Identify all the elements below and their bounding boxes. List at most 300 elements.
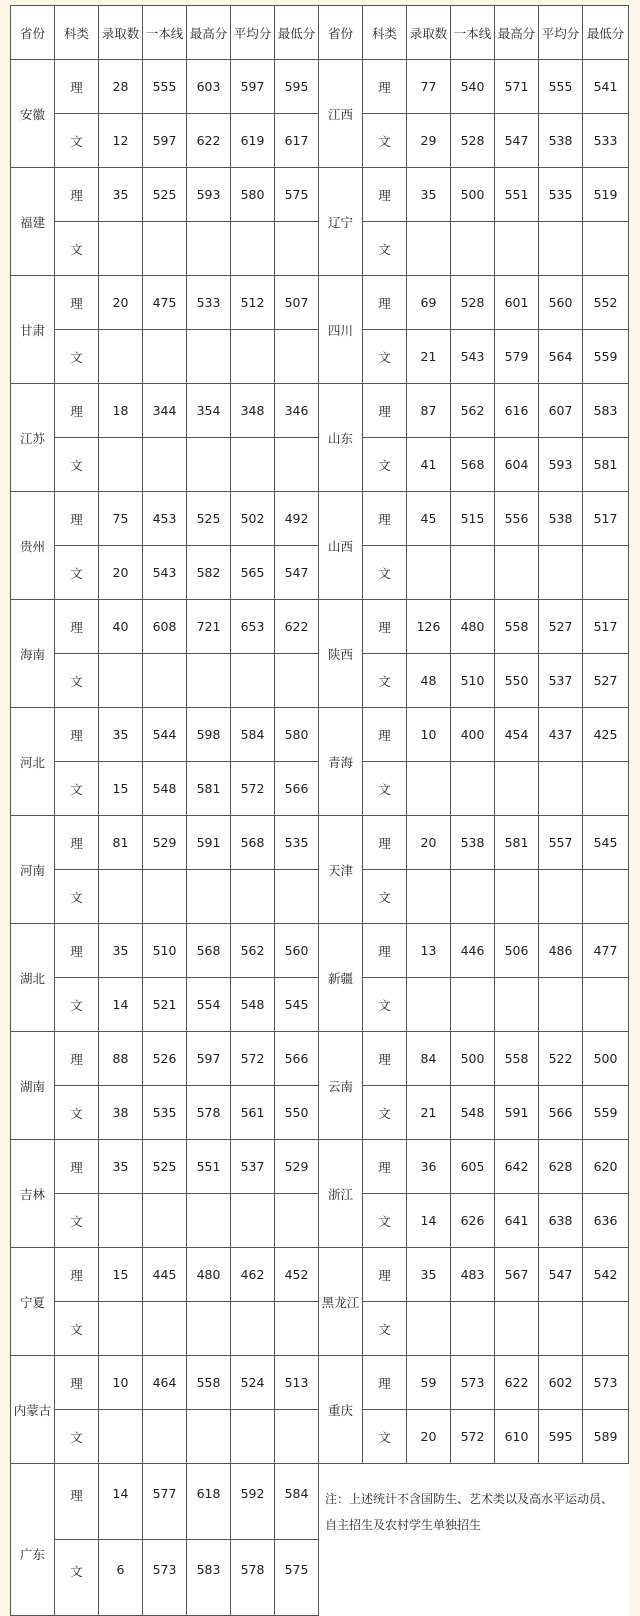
table-cell: 610 (495, 1410, 539, 1464)
table-cell: 597 (143, 114, 187, 168)
table-cell: 文 (55, 546, 99, 600)
table-cell: 10 (99, 1356, 143, 1410)
table-cell (583, 546, 629, 600)
table-cell: 理 (55, 276, 99, 330)
table-cell: 517 (583, 600, 629, 654)
table-cell: 35 (407, 168, 451, 222)
table-cell: 理 (363, 1140, 407, 1194)
table-cell: 622 (187, 114, 231, 168)
table-row (11, 1248, 629, 1302)
table-cell: 文 (363, 1410, 407, 1464)
table-cell: 35 (99, 168, 143, 222)
table-cell: 557 (539, 816, 583, 870)
table-cell: 446 (451, 924, 495, 978)
table-cell: 604 (495, 438, 539, 492)
province-cell: 安徽 (11, 60, 55, 168)
table-cell: 566 (275, 762, 319, 816)
table-cell: 506 (495, 924, 539, 978)
table-row (11, 276, 629, 330)
table-cell: 文 (363, 438, 407, 492)
table-cell: 528 (451, 276, 495, 330)
table-cell: 483 (451, 1248, 495, 1302)
province-cell: 黑龙江 (319, 1248, 363, 1356)
table-cell: 581 (583, 438, 629, 492)
table-cell: 437 (539, 708, 583, 762)
table-cell: 581 (187, 762, 231, 816)
table-cell: 589 (583, 1410, 629, 1464)
province-cell: 天津 (319, 816, 363, 924)
table-cell: 354 (187, 384, 231, 438)
table-cell (275, 1194, 319, 1248)
table-cell: 理 (55, 1248, 99, 1302)
column-header: 最高分 (187, 6, 231, 60)
table-cell: 理 (55, 600, 99, 654)
table-cell (143, 870, 187, 924)
table-cell: 文 (363, 1302, 407, 1356)
column-header: 一本线 (143, 6, 187, 60)
table-cell: 21 (407, 1086, 451, 1140)
table-cell: 12 (99, 114, 143, 168)
table-cell (99, 438, 143, 492)
table-cell: 642 (495, 1140, 539, 1194)
table-cell: 理 (363, 924, 407, 978)
table-cell: 464 (143, 1356, 187, 1410)
table-cell: 556 (495, 492, 539, 546)
column-header: 省份 (319, 6, 363, 60)
table-cell: 562 (231, 924, 275, 978)
table-cell: 560 (539, 276, 583, 330)
table-cell: 理 (55, 168, 99, 222)
province-cell: 海南 (11, 600, 55, 708)
table-cell: 35 (99, 1140, 143, 1194)
table-row (11, 384, 629, 438)
table-cell: 512 (231, 276, 275, 330)
table-cell: 605 (451, 1140, 495, 1194)
table-cell: 理 (363, 708, 407, 762)
province-cell: 宁夏 (11, 1248, 55, 1356)
table-row (11, 600, 629, 654)
table-cell: 603 (187, 60, 231, 114)
table-row (11, 168, 629, 222)
table-cell: 475 (143, 276, 187, 330)
province-cell: 河北 (11, 708, 55, 816)
province-cell: 吉林 (11, 1140, 55, 1248)
table-cell: 36 (407, 1140, 451, 1194)
table-cell: 88 (99, 1032, 143, 1086)
table-cell (99, 654, 143, 708)
table-cell (231, 330, 275, 384)
table-cell (495, 546, 539, 600)
table-cell: 521 (143, 978, 187, 1032)
table-cell: 538 (451, 816, 495, 870)
table-cell (407, 978, 451, 1032)
province-cell: 江西 (319, 60, 363, 168)
table-cell: 517 (583, 492, 629, 546)
table-cell: 525 (143, 168, 187, 222)
table-cell: 48 (407, 654, 451, 708)
table-cell (99, 870, 143, 924)
table-cell: 理 (55, 924, 99, 978)
table-cell: 理 (363, 816, 407, 870)
table-row (11, 60, 629, 114)
table-cell (99, 1410, 143, 1464)
table-cell: 492 (275, 492, 319, 546)
table-cell: 45 (407, 492, 451, 546)
table-cell: 文 (363, 654, 407, 708)
table-cell: 75 (99, 492, 143, 546)
table-cell (583, 762, 629, 816)
table-cell: 619 (231, 114, 275, 168)
table-cell: 425 (583, 708, 629, 762)
table-cell: 566 (275, 1032, 319, 1086)
table-cell: 620 (583, 1140, 629, 1194)
table-cell: 591 (495, 1086, 539, 1140)
table-cell: 理 (363, 1248, 407, 1302)
table-cell: 20 (407, 816, 451, 870)
table-cell: 582 (187, 546, 231, 600)
table-cell (231, 654, 275, 708)
table-cell: 592 (231, 1464, 275, 1540)
table-cell (143, 438, 187, 492)
table-cell: 文 (363, 870, 407, 924)
table-cell (187, 870, 231, 924)
table-cell: 文 (363, 114, 407, 168)
table-cell: 理 (363, 276, 407, 330)
table-cell: 文 (363, 222, 407, 276)
table-cell: 568 (451, 438, 495, 492)
table-cell: 14 (99, 1464, 143, 1540)
table-cell: 文 (363, 1086, 407, 1140)
table-cell: 500 (451, 1032, 495, 1086)
table-cell: 462 (231, 1248, 275, 1302)
table-cell: 591 (187, 816, 231, 870)
table-cell (231, 1302, 275, 1356)
table-cell: 537 (539, 654, 583, 708)
table-cell: 524 (231, 1356, 275, 1410)
table-cell: 572 (231, 1032, 275, 1086)
table-cell: 543 (451, 330, 495, 384)
column-header: 最低分 (583, 6, 629, 60)
table-cell: 575 (275, 168, 319, 222)
column-header: 科类 (363, 6, 407, 60)
table-cell: 533 (583, 114, 629, 168)
province-cell: 山东 (319, 384, 363, 492)
header-row (11, 6, 629, 60)
table-cell: 507 (275, 276, 319, 330)
province-cell: 重庆 (319, 1356, 363, 1464)
table-cell (451, 222, 495, 276)
table-cell: 626 (451, 1194, 495, 1248)
table-cell: 20 (99, 546, 143, 600)
table-cell: 453 (143, 492, 187, 546)
table-cell: 文 (55, 978, 99, 1032)
table-cell: 理 (55, 1464, 99, 1540)
table-cell: 535 (275, 816, 319, 870)
table-cell (583, 1302, 629, 1356)
table-cell: 文 (55, 1302, 99, 1356)
table-cell: 14 (407, 1194, 451, 1248)
table-cell (495, 762, 539, 816)
table-cell: 522 (539, 1032, 583, 1086)
table-cell: 理 (363, 60, 407, 114)
table-cell: 6 (99, 1540, 143, 1616)
table-cell (187, 438, 231, 492)
table-cell: 20 (99, 276, 143, 330)
table-cell: 文 (55, 1194, 99, 1248)
table-cell: 18 (99, 384, 143, 438)
table-cell: 525 (143, 1140, 187, 1194)
table-cell (143, 330, 187, 384)
table-cell: 560 (275, 924, 319, 978)
table-cell: 601 (495, 276, 539, 330)
table-cell: 文 (363, 762, 407, 816)
table-cell: 545 (583, 816, 629, 870)
table-row (11, 924, 629, 978)
table-row (11, 1464, 629, 1540)
table-cell: 565 (231, 546, 275, 600)
table-cell (275, 330, 319, 384)
table-cell: 593 (187, 168, 231, 222)
table-cell: 572 (231, 762, 275, 816)
table-cell: 502 (231, 492, 275, 546)
table-cell: 564 (539, 330, 583, 384)
table-cell: 480 (187, 1248, 231, 1302)
province-cell: 湖南 (11, 1032, 55, 1140)
table-cell: 547 (539, 1248, 583, 1302)
table-cell: 525 (187, 492, 231, 546)
province-cell: 福建 (11, 168, 55, 276)
table-cell: 572 (451, 1410, 495, 1464)
column-header: 省份 (11, 6, 55, 60)
table-row (11, 816, 629, 870)
table-cell (99, 1194, 143, 1248)
table-cell: 571 (495, 60, 539, 114)
table-cell: 59 (407, 1356, 451, 1410)
table-cell: 568 (187, 924, 231, 978)
table-cell: 文 (55, 1086, 99, 1140)
table-cell: 513 (275, 1356, 319, 1410)
table-cell: 550 (495, 654, 539, 708)
table-cell (451, 870, 495, 924)
table-cell (539, 978, 583, 1032)
table-cell: 529 (143, 816, 187, 870)
table-cell (275, 870, 319, 924)
table-cell: 理 (55, 492, 99, 546)
table-cell: 文 (55, 1410, 99, 1464)
table-cell: 480 (451, 600, 495, 654)
table-cell (407, 870, 451, 924)
table-cell: 595 (275, 60, 319, 114)
table-cell: 理 (363, 168, 407, 222)
table-cell: 126 (407, 600, 451, 654)
table-cell: 文 (55, 438, 99, 492)
table-cell: 454 (495, 708, 539, 762)
table-cell: 638 (539, 1194, 583, 1248)
table-cell: 617 (275, 114, 319, 168)
table-cell: 577 (143, 1464, 187, 1540)
province-cell: 新疆 (319, 924, 363, 1032)
table-cell: 583 (187, 1540, 231, 1616)
table-cell (231, 870, 275, 924)
table-cell: 580 (275, 708, 319, 762)
table-cell: 616 (495, 384, 539, 438)
table-cell: 文 (55, 654, 99, 708)
table-cell: 538 (539, 114, 583, 168)
table-cell: 28 (99, 60, 143, 114)
table-cell: 551 (187, 1140, 231, 1194)
table-cell (407, 1302, 451, 1356)
table-cell (539, 762, 583, 816)
table-cell: 607 (539, 384, 583, 438)
column-header: 录取数 (407, 6, 451, 60)
province-cell: 辽宁 (319, 168, 363, 276)
table-cell: 540 (451, 60, 495, 114)
table-cell: 346 (275, 384, 319, 438)
table-cell: 641 (495, 1194, 539, 1248)
table-cell (187, 1410, 231, 1464)
table-cell: 559 (583, 330, 629, 384)
table-cell: 77 (407, 60, 451, 114)
table-cell: 573 (143, 1540, 187, 1616)
table-cell: 537 (231, 1140, 275, 1194)
table-cell (187, 330, 231, 384)
table-cell: 344 (143, 384, 187, 438)
table-cell (495, 978, 539, 1032)
table-cell: 文 (55, 1540, 99, 1616)
table-cell: 理 (55, 1356, 99, 1410)
table-cell: 622 (275, 600, 319, 654)
table-cell (187, 1194, 231, 1248)
province-cell: 湖北 (11, 924, 55, 1032)
table-cell: 543 (143, 546, 187, 600)
table-cell: 636 (583, 1194, 629, 1248)
table-cell: 559 (583, 1086, 629, 1140)
table-cell: 550 (275, 1086, 319, 1140)
table-cell: 573 (451, 1356, 495, 1410)
table-cell: 29 (407, 114, 451, 168)
column-header: 一本线 (451, 6, 495, 60)
table-cell: 562 (451, 384, 495, 438)
table-cell: 452 (275, 1248, 319, 1302)
table-cell: 544 (143, 708, 187, 762)
table-cell: 554 (187, 978, 231, 1032)
table-cell: 87 (407, 384, 451, 438)
table-cell: 558 (187, 1356, 231, 1410)
table-cell (451, 978, 495, 1032)
table-cell (583, 978, 629, 1032)
table-cell: 527 (583, 654, 629, 708)
table-cell (539, 222, 583, 276)
table-cell: 597 (187, 1032, 231, 1086)
table-cell: 535 (143, 1086, 187, 1140)
table-cell: 理 (363, 600, 407, 654)
table-row (11, 1032, 629, 1086)
province-cell: 四川 (319, 276, 363, 384)
table-cell: 515 (451, 492, 495, 546)
table-cell: 69 (407, 276, 451, 330)
table-cell (231, 1194, 275, 1248)
table-cell: 547 (275, 546, 319, 600)
table-cell (275, 1410, 319, 1464)
table-row (11, 492, 629, 546)
table-cell: 595 (539, 1410, 583, 1464)
table-cell (495, 1302, 539, 1356)
table-cell: 13 (407, 924, 451, 978)
column-header: 录取数 (99, 6, 143, 60)
table-cell: 500 (451, 168, 495, 222)
table-cell (407, 546, 451, 600)
table-cell: 理 (55, 60, 99, 114)
table-row (11, 1356, 629, 1410)
table-cell: 578 (187, 1086, 231, 1140)
table-row (11, 708, 629, 762)
table-cell (99, 330, 143, 384)
table-cell: 527 (539, 600, 583, 654)
column-header: 平均分 (539, 6, 583, 60)
table-cell: 568 (231, 816, 275, 870)
table-cell: 文 (363, 546, 407, 600)
table-cell: 文 (55, 114, 99, 168)
table-cell: 548 (143, 762, 187, 816)
table-cell: 584 (275, 1464, 319, 1540)
table-cell: 14 (99, 978, 143, 1032)
table-cell: 文 (363, 1194, 407, 1248)
table-cell: 38 (99, 1086, 143, 1140)
table-cell: 653 (231, 600, 275, 654)
table-cell: 558 (495, 600, 539, 654)
table-cell: 477 (583, 924, 629, 978)
table-cell: 618 (187, 1464, 231, 1540)
table-cell: 579 (495, 330, 539, 384)
table-cell: 548 (451, 1086, 495, 1140)
table-cell: 561 (231, 1086, 275, 1140)
table-cell (539, 1302, 583, 1356)
table-cell: 529 (275, 1140, 319, 1194)
table-cell: 理 (363, 384, 407, 438)
table-cell: 584 (231, 708, 275, 762)
table-body (11, 6, 629, 1616)
table-cell (583, 222, 629, 276)
table-cell (143, 654, 187, 708)
table-cell: 理 (55, 708, 99, 762)
table-cell: 542 (583, 1248, 629, 1302)
table-cell (187, 1302, 231, 1356)
table-cell: 545 (275, 978, 319, 1032)
table-cell: 348 (231, 384, 275, 438)
table-cell (99, 222, 143, 276)
table-cell: 533 (187, 276, 231, 330)
table-cell: 理 (363, 492, 407, 546)
province-cell: 内蒙古 (11, 1356, 55, 1464)
table-cell: 15 (99, 762, 143, 816)
table-cell: 510 (143, 924, 187, 978)
table-cell: 理 (55, 816, 99, 870)
table-cell (99, 1302, 143, 1356)
table-cell (275, 654, 319, 708)
table-cell: 597 (231, 60, 275, 114)
table-cell: 84 (407, 1032, 451, 1086)
table-cell: 721 (187, 600, 231, 654)
table-cell (451, 546, 495, 600)
table-cell: 578 (231, 1540, 275, 1616)
table-row (11, 1140, 629, 1194)
table-cell: 583 (583, 384, 629, 438)
table-cell: 528 (451, 114, 495, 168)
column-header: 最高分 (495, 6, 539, 60)
table-cell: 20 (407, 1410, 451, 1464)
table-cell: 21 (407, 330, 451, 384)
province-cell: 贵州 (11, 492, 55, 600)
